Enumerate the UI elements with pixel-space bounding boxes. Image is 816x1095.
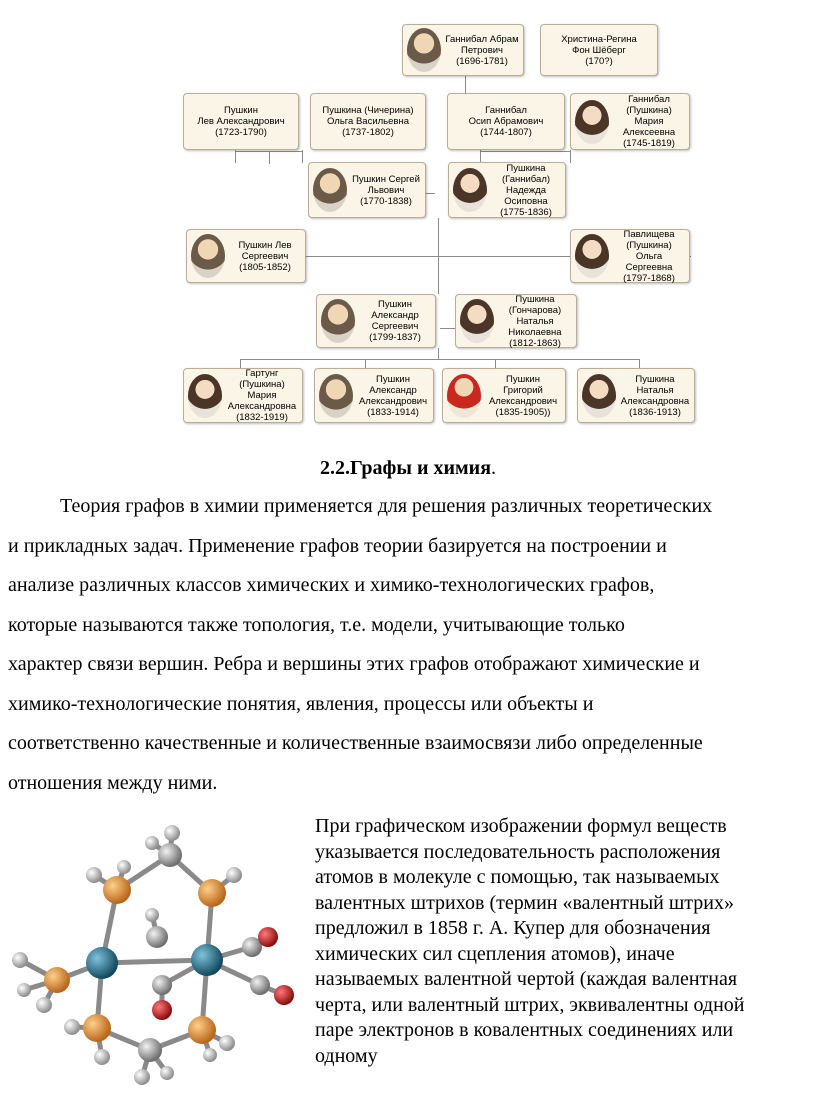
family-tree-diagram: [180, 18, 700, 428]
portrait-icon: [321, 299, 355, 343]
tree-connector: [425, 193, 435, 194]
portrait-icon: [188, 374, 222, 418]
tree-node-maria-alekseevna: Ганнибал (Пушкина) Мария Алексеевна (1745-1819): [570, 93, 690, 150]
text-line: соответственно качественные и количественные взаимосвязи либо определенные: [8, 732, 703, 754]
tree-node-olga-vasilyevna: Пушкина (Чичерина) Ольга Васильевна (1737-1802): [310, 93, 426, 150]
text-line: валентных штрихов (термин «валентный штрих»: [315, 891, 734, 914]
tree-node-abram: Ганнибал Абрам Петрович (1696-1781): [402, 24, 524, 76]
text-line: Теория графов в химии применяется для решения различных теоретических: [60, 495, 713, 517]
portrait-icon: [319, 374, 353, 418]
tree-node-natalya-aleksandrovna: Пушкина Наталья Александровна (1836-1913): [577, 368, 695, 423]
portrait-icon: [447, 374, 481, 418]
text-line: атомов в молекуле с помощью, так называемых: [315, 866, 720, 888]
text-line: химических сил сцепления атомов), иначе: [315, 942, 675, 965]
tree-node-alexander-sergeevich: Пушкин Александр Сергеевич (1799-1837): [316, 294, 436, 348]
tree-node-olga-sergeevna: Павлищева (Пушкина) Ольга Сергеевна (1797-1868): [570, 229, 690, 283]
tree-connector: [269, 151, 270, 164]
tree-node-sergey: Пушкин Сергей Львович (1770-1838): [308, 162, 426, 218]
text-line: и прикладных задач. Применение графов теории базируется на построении и: [8, 534, 667, 557]
portrait-icon: [313, 168, 347, 212]
portrait-icon: [407, 28, 441, 72]
text-line: черта, или валентный штрих, эквивалентны одной: [315, 993, 745, 1016]
tree-connector: [438, 218, 439, 256]
text-line: одному: [315, 1044, 378, 1067]
tree-node-lev-sergeevich: Пушкин Лев Сергеевич (1805-1852): [186, 229, 306, 283]
tree-node-natalya-nikolaevna: Пушкина (Гончарова) Наталья Николаевна (1812-1863): [455, 294, 577, 348]
portrait-icon: [582, 374, 616, 418]
tree-node-lev-aleksandrovich: Пушкин Лев Александрович (1723-1790): [183, 93, 299, 150]
portrait-icon: [575, 100, 609, 144]
tree-node-osip: Ганнибал Осип Абрамович (1744-1807): [447, 93, 565, 150]
portrait-icon: [460, 299, 494, 343]
text-line: паре электронов в ковалентных соединениях или: [315, 1019, 734, 1041]
text-line: характер связи вершин. Ребра и вершины этих графов отображают химические и: [8, 653, 700, 675]
portrait-icon: [453, 168, 487, 212]
tree-node-grigory: Пушкин Григорий Александрович (1835-1905)): [442, 368, 566, 423]
tree-connector: [480, 151, 570, 152]
text-line: химико-технологические понятия, явления, процессы или объекты и: [8, 692, 594, 715]
text-line: называемых валентной чертой (каждая валентная: [315, 968, 738, 990]
text-line: отношения между ними.: [8, 771, 218, 794]
tree-connector: [438, 256, 439, 294]
tree-connector: [240, 359, 640, 360]
text-line: которые называются также топология, т.е. модели, учитывающие только: [8, 613, 625, 636]
text-line: указывается последовательность расположения: [315, 840, 721, 863]
molecule-model-icon: [2, 815, 302, 1095]
section-heading: 2.2.Графы и химия.: [319, 457, 497, 479]
tree-node-nadezhda: Пушкина (Ганнибал) Надежда Осиповна (1775-1836): [448, 162, 566, 218]
tree-connector: [440, 328, 455, 329]
tree-connector: [570, 150, 571, 163]
portrait-icon: [191, 234, 225, 278]
paragraph-graph-theory: [8, 487, 816, 803]
text-line: анализе различных классов химических и химико-технологических графов,: [8, 574, 655, 596]
portrait-icon: [575, 234, 609, 278]
tree-node-maria-aleksandrovna: Гартунг (Пушкина) Мария Александровна (1832-1919): [183, 368, 303, 423]
text-line: предложил в 1858 г. А. Купер для обозначения: [315, 917, 711, 939]
paragraph-valence-strokes: [315, 814, 815, 1069]
text-line: При графическом изображении формул веществ: [315, 815, 727, 837]
tree-connector: [302, 150, 303, 163]
tree-node-alexander-aleksandrovich: Пушкин Александр Александрович (1833-1914): [314, 368, 434, 423]
tree-node-christina: Христина-Регина Фон Шёберг (170?): [540, 24, 658, 76]
